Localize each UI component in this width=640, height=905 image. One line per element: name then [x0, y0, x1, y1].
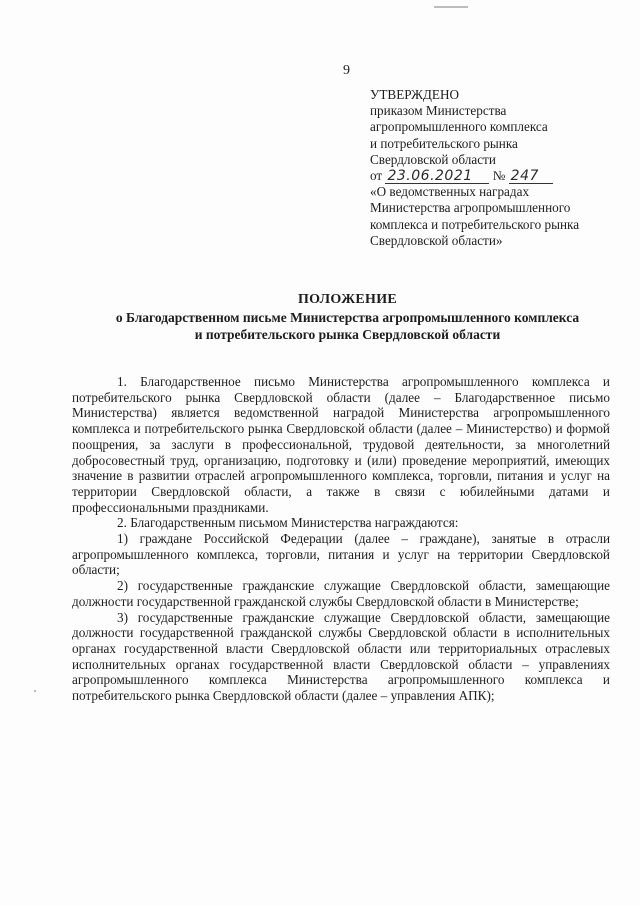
document-subtitle: о Благодарственном письме Министерства агропромышленного комплекса: [115, 309, 580, 325]
paragraph: 2. Благодарственным письмом Министерства награждаются:: [117, 515, 459, 531]
page-number: 9: [343, 63, 350, 78]
approval-reference: комплекса и потребительского рынка: [370, 216, 580, 232]
handwritten-date: 23.06.2021: [385, 170, 489, 184]
date-prefix: от: [370, 168, 383, 184]
scan-artifact: [34, 690, 36, 692]
approval-line: агропромышленного комплекса: [370, 119, 548, 135]
approval-stamp-block: [370, 87, 625, 249]
document-title: ПОЛОЖЕНИЕ: [297, 292, 398, 307]
approval-line: приказом Министерства: [370, 103, 507, 119]
number-sign: №: [492, 168, 506, 184]
handwritten-number: 247: [509, 170, 553, 184]
approval-reference: Министерства агропромышленного: [370, 200, 571, 216]
approval-line: и потребительского рынка: [370, 135, 518, 151]
document-body: [72, 374, 610, 704]
approval-line: Свердловской области: [370, 151, 496, 167]
document-subtitle: и потребительского рынка Свердловской области: [194, 327, 501, 342]
paragraph: 1. Благодарственное письмо Министерства агропромышленного комплекса и потребительского рынка Свердловской области (далее – Благодарственное письмо Министерства) является ведомственной наградой Министерства агропромышленного комплекса и потребительского рынка Свердловской области (далее – Министерство) и формой поощрения, за заслуги в профессиональной, трудовой деятельности, за многолетний добросовестный труд, организацию, подготовку и (или) проведение мероприятий, имеющих значение в развитии отраслей агропромышленного комплекса, торговли, питания и услуг на территории Свердловской области, а также в связи с юбилейными датами и профессиональными праздниками.: [72, 374, 610, 515]
scan-artifact: [434, 6, 468, 8]
document-title-block: [60, 291, 635, 344]
approval-reference: «О ведомственных наградах: [370, 184, 530, 200]
paragraph: 2) государственные гражданские служащие Свердловской области, замещающие должности государственной гражданской службы Свердловской области в Министерстве;: [72, 578, 610, 609]
approval-heading: УТВЕРЖДЕНО: [370, 87, 460, 102]
paragraph: 1) граждане Российской Федерации (далее – граждане), занятые в отрасли агропромышленного комплекса, торговли, питания и услуг на территории Свердловской области;: [72, 531, 610, 578]
approval-reference: Свердловской области»: [370, 232, 503, 248]
paragraph: 3) государственные гражданские служащие Свердловской области, замещающие должности государственной гражданской службы Свердловской области в исполнительных органах государственной власти Свердловской области или территориальных отраслевых исполнительных органах государственной власти Свердловской области – управлениях агропромышленного комплекса Министерства агропромышленного комплекса и потребительского рынка Свердловской области (далее – управления АПК);: [72, 609, 610, 704]
approval-date-line: [370, 168, 625, 184]
